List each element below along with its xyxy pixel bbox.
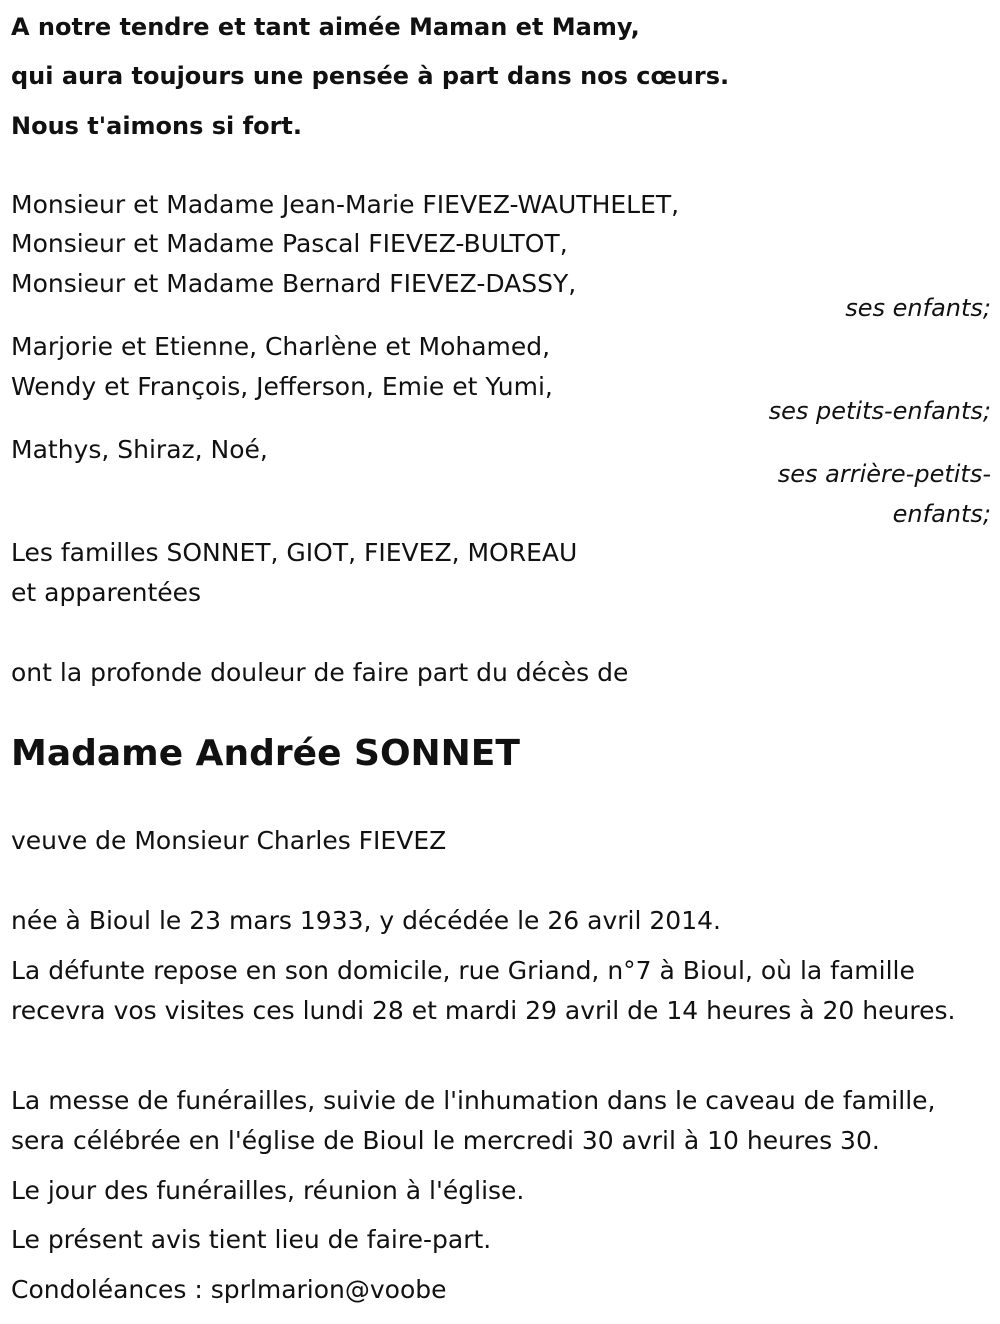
child-name: Monsieur et Madame Bernard FIEVEZ-DASSY,: [11, 269, 577, 298]
visitation-paragraph: La défunte repose en son domicile, rue Griand, n°7 à Bioul, où la famille recevra vos visites ces lundi 28 et mardi 29 avril de 14 heures à 20 heures.: [11, 956, 956, 1025]
funeral-mass-paragraph: La messe de funérailles, suivie de l'inhumation dans le caveau de famille, sera célébrée en l'église de Bioul le mercredi 30 avril à 10 heures 30.: [11, 1086, 936, 1155]
dedication-line: Nous t'aimons si fort.: [11, 112, 302, 140]
dedication-line: A notre tendre et tant aimée Maman et Mamy,: [11, 13, 640, 41]
great-grandchildren-role-label: ses arrière-petits-: [777, 460, 991, 488]
great-grandchild-names: Mathys, Shiraz, Noé,: [11, 435, 268, 464]
families-line: et apparentées: [11, 578, 202, 607]
deceased-name: Madame Andrée SONNET: [11, 733, 520, 774]
meeting-paragraph: Le jour des funérailles, réunion à l'église.: [11, 1176, 525, 1205]
dedication-line: qui aura toujours une pensée à part dans nos cœurs.: [11, 62, 730, 90]
grandchild-names: Marjorie et Etienne, Charlène et Mohamed,: [11, 332, 551, 361]
announcement-text: ont la profonde douleur de faire part du décès de: [11, 658, 629, 687]
notice-paragraph: Le présent avis tient lieu de faire-part.: [11, 1225, 492, 1254]
child-name: Monsieur et Madame Pascal FIEVEZ-BULTOT,: [11, 229, 568, 258]
grandchild-names: Wendy et François, Jefferson, Emie et Yumi,: [11, 372, 553, 401]
great-grandchildren-role-label: enfants;: [892, 500, 991, 528]
children-role-label: ses enfants;: [845, 294, 991, 322]
condolences-paragraph: Condoléances : sprlmarion@voobe: [11, 1275, 447, 1304]
families-line: Les familles SONNET, GIOT, FIEVEZ, MOREAU: [11, 538, 578, 567]
widow-of-text: veuve de Monsieur Charles FIEVEZ: [11, 826, 447, 855]
grandchildren-role-label: ses petits-enfants;: [768, 397, 991, 425]
birth-death-paragraph: née à Bioul le 23 mars 1933, y décédée le 26 avril 2014.: [11, 906, 721, 935]
child-name: Monsieur et Madame Jean-Marie FIEVEZ-WAUTHELET,: [11, 190, 680, 219]
